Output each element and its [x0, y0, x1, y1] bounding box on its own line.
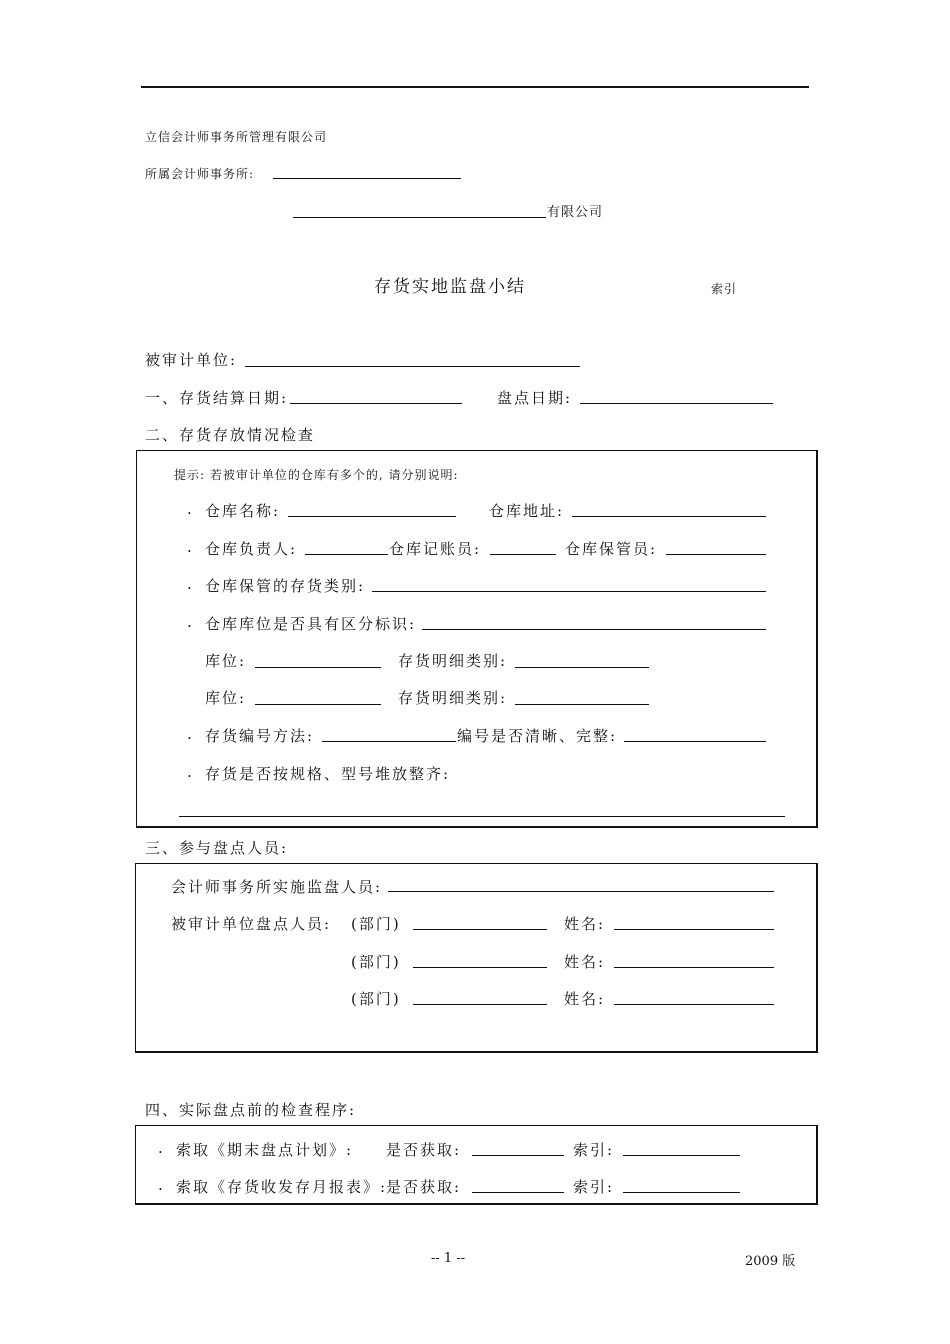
name-field-3[interactable]: [614, 1004, 774, 1005]
detail-category-label: 存货明细类别:: [398, 689, 508, 707]
monthly-report-index-field[interactable]: [623, 1192, 740, 1193]
bullet: .: [187, 763, 194, 781]
dept-field-1[interactable]: [413, 929, 547, 930]
name-field-1[interactable]: [614, 929, 774, 930]
affiliated-firm-label: 所属会计师事务所:: [145, 167, 255, 181]
count-date-label: 盘点日期:: [497, 389, 573, 407]
firm-name: 立信会计师事务所管理有限公司: [145, 130, 328, 144]
detail-category-field-1[interactable]: [515, 667, 649, 668]
company-suffix: 有限公司: [547, 205, 604, 220]
affiliated-firm-field[interactable]: [273, 178, 461, 179]
warehouse-address-label: 仓库地址:: [489, 502, 565, 520]
detail-category-label: 存货明细类别:: [398, 652, 508, 670]
numbering-method-label: 存货编号方法:: [205, 727, 315, 745]
client-staff-label: 被审计单位盘点人员:: [171, 915, 332, 933]
warehouse-keeper-label: 仓库保管员:: [565, 540, 658, 558]
obtained-label: 是否获取:: [386, 1141, 462, 1159]
warehouse-manager-field[interactable]: [305, 554, 388, 555]
numbering-clear-field[interactable]: [624, 741, 766, 742]
dept-label: (部门): [351, 953, 401, 971]
name-label: 姓名:: [564, 915, 606, 933]
section3-heading: 三、参与盘点人员:: [145, 839, 289, 857]
stacked-by-spec-field[interactable]: [179, 816, 785, 817]
numbering-method-field[interactable]: [322, 741, 456, 742]
bullet: .: [187, 500, 194, 518]
version-label: 2009 版: [745, 1254, 796, 1269]
header-rule: [141, 86, 809, 88]
name-label: 姓名:: [564, 953, 606, 971]
location-marked-field[interactable]: [422, 629, 766, 630]
page-title: 存货实地监盘小结: [374, 277, 526, 297]
location-field-2[interactable]: [255, 704, 381, 705]
closing-date-field[interactable]: [290, 403, 462, 404]
counting-staff-box: [135, 863, 818, 1053]
warehouse-bookkeeper-field[interactable]: [490, 554, 556, 555]
location-marked-label: 仓库库位是否具有区分标识:: [205, 615, 417, 633]
name-label: 姓名:: [564, 990, 606, 1008]
count-plan-index-field[interactable]: [623, 1155, 740, 1156]
monthly-report-label: 索取《存货收发存月报表》:: [176, 1178, 388, 1196]
audited-unit-field[interactable]: [245, 366, 580, 367]
detail-category-field-2[interactable]: [515, 704, 649, 705]
warehouse-address-field[interactable]: [572, 516, 766, 517]
dept-label: (部门): [351, 915, 401, 933]
index-label: 索引:: [573, 1141, 615, 1159]
stacked-by-spec-label: 存货是否按规格、型号堆放整齐:: [205, 765, 451, 783]
dept-label: (部门): [351, 990, 401, 1008]
warehouse-bookkeeper-label: 仓库记账员:: [389, 540, 482, 558]
index-label: 索引: [711, 282, 738, 296]
location-label: 库位:: [205, 689, 247, 707]
stored-categories-label: 仓库保管的存货类别:: [205, 577, 366, 595]
numbering-clear-label: 编号是否清晰、完整:: [457, 727, 618, 745]
location-field-1[interactable]: [255, 667, 381, 668]
warehouse-manager-label: 仓库负责人:: [205, 540, 298, 558]
count-plan-label: 索取《期末盘点计划》:: [176, 1141, 354, 1159]
warehouse-keeper-field[interactable]: [666, 554, 766, 555]
dept-field-3[interactable]: [413, 1004, 547, 1005]
section4-heading: 四、实际盘点前的检查程序:: [145, 1101, 357, 1119]
bullet: .: [187, 725, 194, 743]
company-name-field[interactable]: [293, 217, 546, 218]
name-field-2[interactable]: [614, 967, 774, 968]
closing-date-label: 一、存货结算日期:: [145, 389, 289, 407]
page-number: -- 1 --: [431, 1251, 466, 1266]
bullet: .: [187, 575, 194, 593]
count-date-field[interactable]: [580, 403, 773, 404]
index-label: 索引:: [573, 1178, 615, 1196]
storage-check-box: [136, 450, 818, 828]
bullet: .: [158, 1176, 165, 1194]
obtained-label: 是否获取:: [386, 1178, 462, 1196]
section2-heading: 二、存货存放情况检查: [145, 426, 316, 444]
audited-unit-label: 被审计单位:: [145, 351, 238, 369]
location-label: 库位:: [205, 652, 247, 670]
storage-hint: 提示: 若被审计单位的仓库有多个的, 请分别说明:: [174, 468, 459, 482]
firm-staff-label: 会计师事务所实施监盘人员:: [171, 878, 383, 896]
warehouse-name-field[interactable]: [288, 516, 456, 517]
dept-field-2[interactable]: [413, 967, 547, 968]
count-plan-obtained-field[interactable]: [472, 1155, 564, 1156]
pre-count-check-box: [135, 1125, 818, 1205]
bullet: .: [187, 613, 194, 631]
monthly-report-obtained-field[interactable]: [472, 1192, 564, 1193]
warehouse-name-label: 仓库名称:: [205, 502, 281, 520]
stored-categories-field[interactable]: [372, 591, 766, 592]
firm-staff-field[interactable]: [388, 891, 774, 892]
bullet: .: [158, 1139, 165, 1157]
bullet: .: [187, 538, 194, 556]
